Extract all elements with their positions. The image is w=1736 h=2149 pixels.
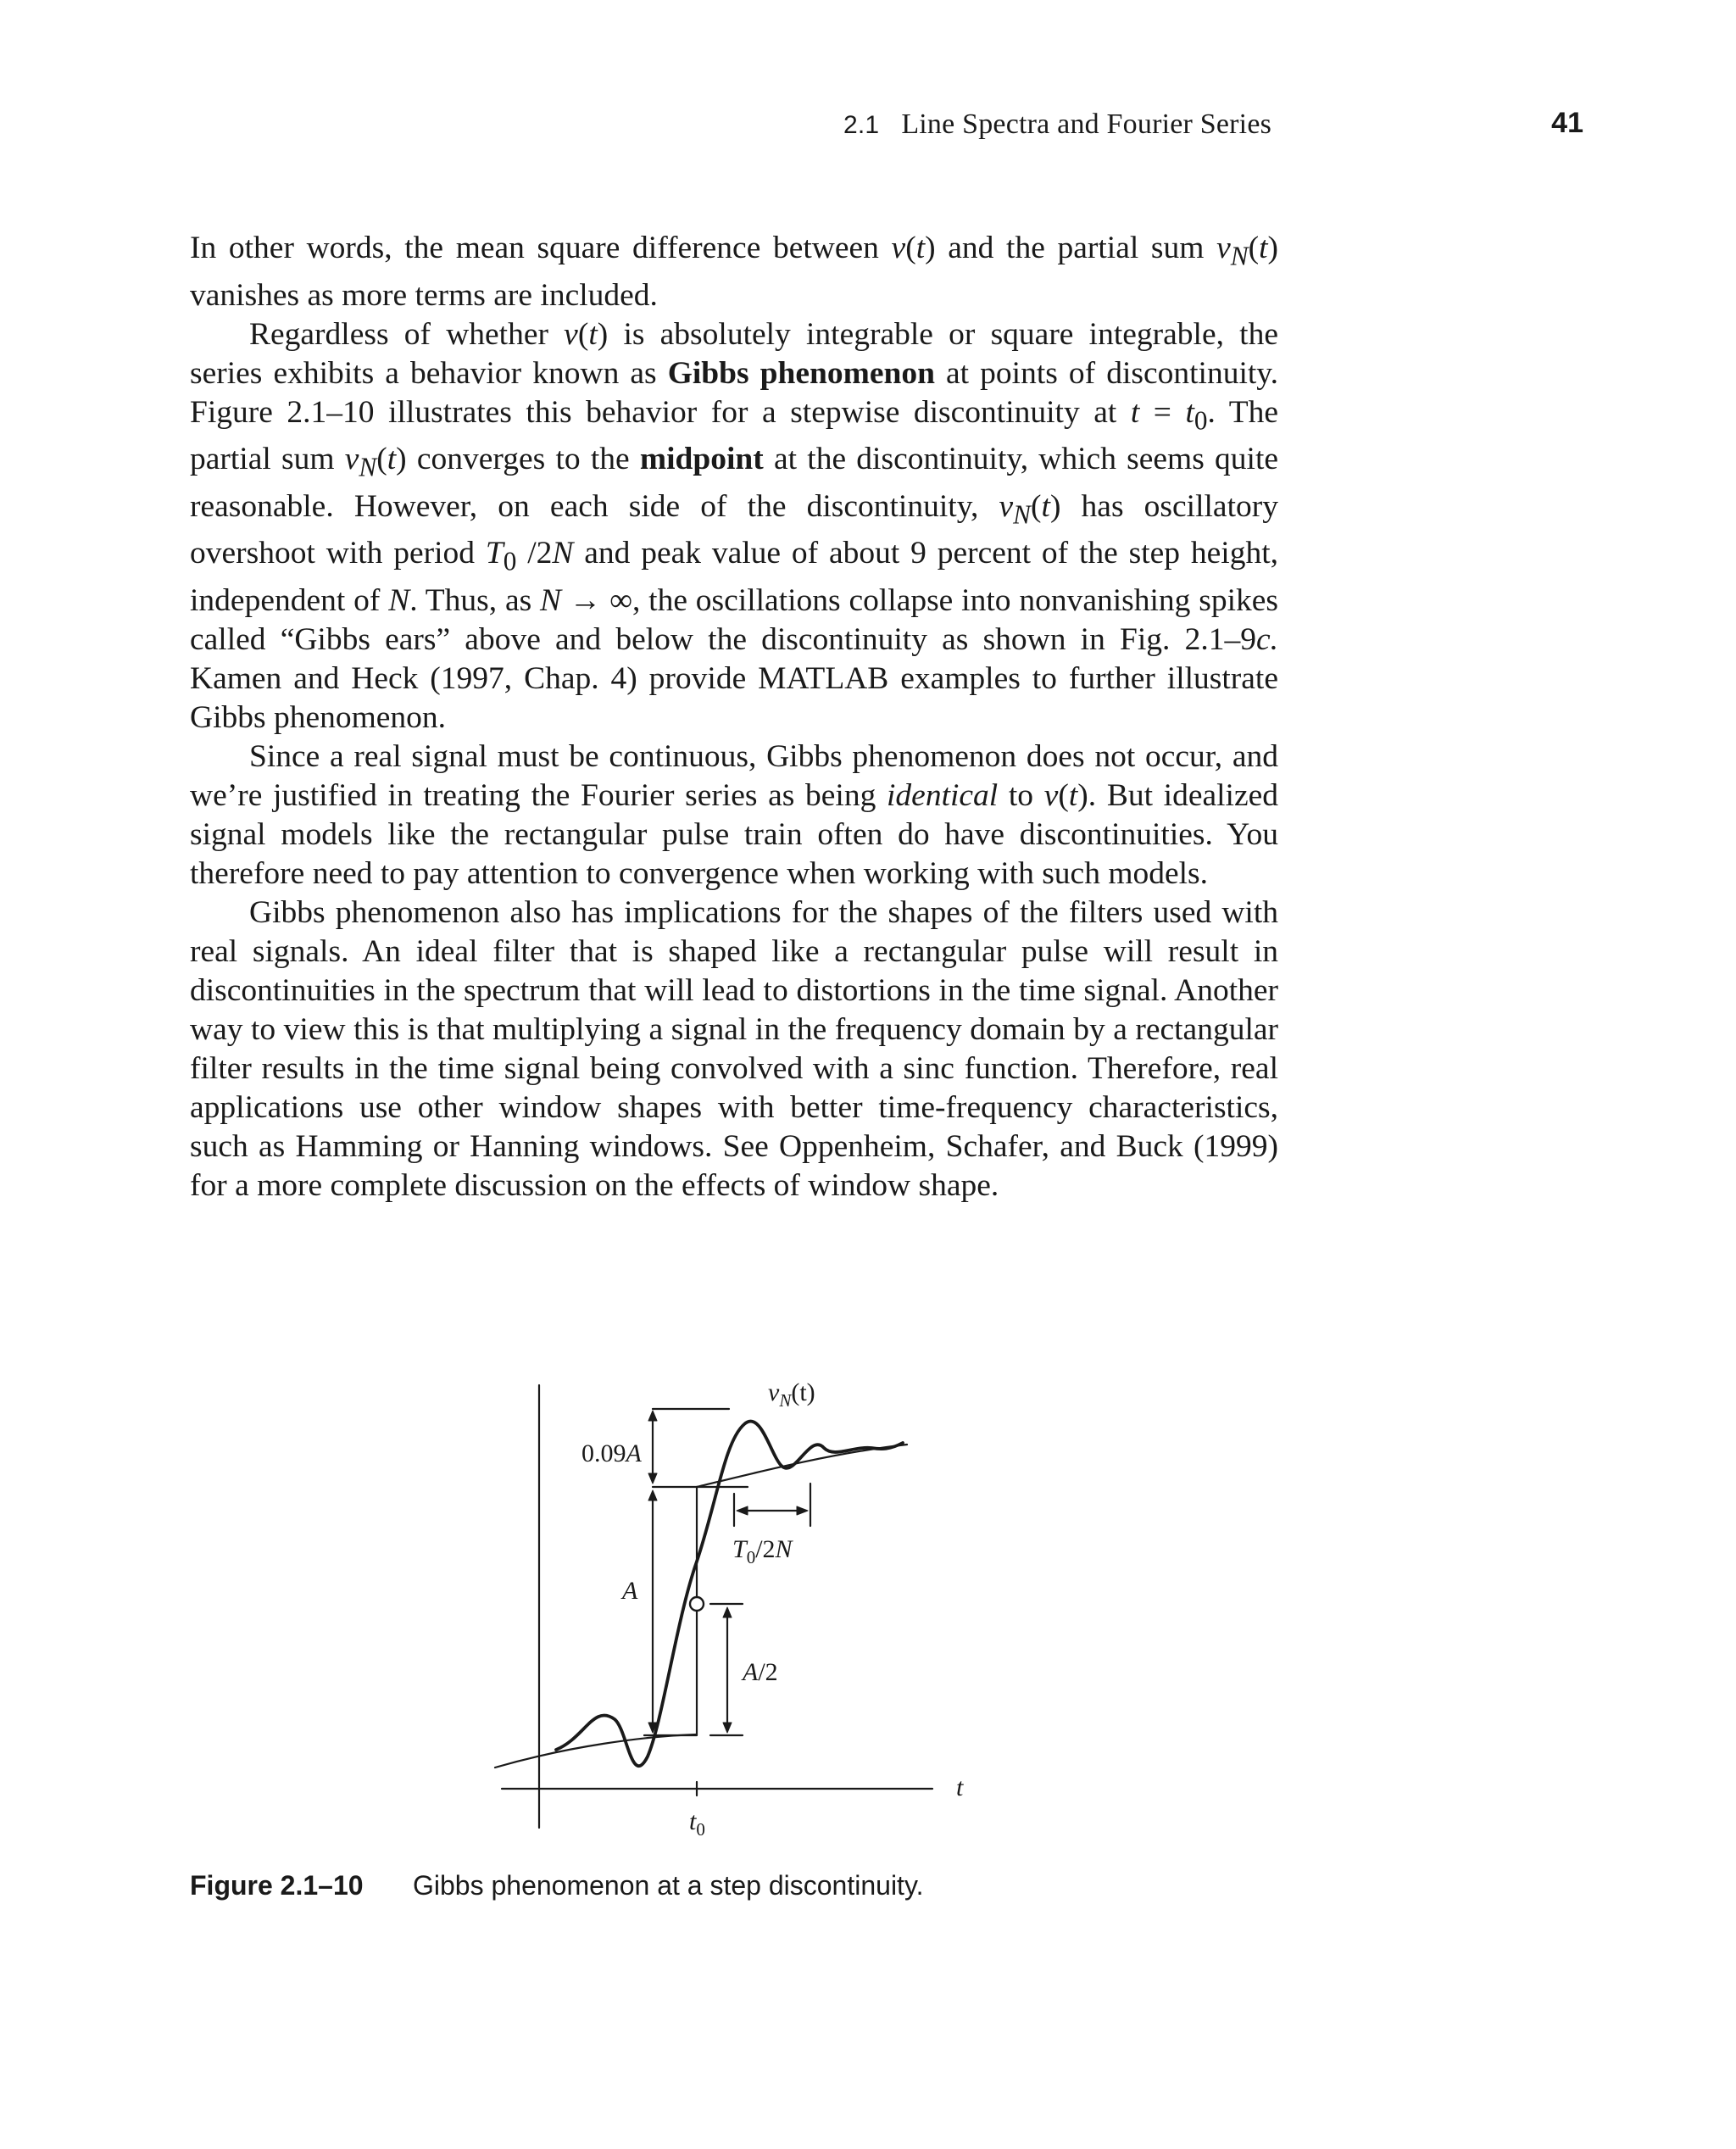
- text-run: In other words, the mean square difference between: [190, 231, 892, 265]
- half-arrow-top: [723, 1607, 732, 1617]
- section-number: 2.1: [843, 111, 880, 139]
- text-run: Since a real signal must be continuous, Gibbs phenomenon does not occur, and we’re justified in treating the Fourier series as being: [190, 738, 1278, 813]
- text-run: (: [1248, 231, 1260, 265]
- period-label: $T_0/2N$: [732, 1535, 793, 1567]
- math-v: v: [344, 442, 359, 476]
- overshoot-label: 0.09A: [581, 1439, 642, 1467]
- t-axis-label: t: [956, 1773, 964, 1801]
- math-v: v: [999, 488, 1014, 524]
- overshoot-arrow-top: [648, 1411, 657, 1421]
- text-run: /2: [516, 536, 553, 571]
- text-run: . Thus, as: [409, 582, 541, 618]
- gibbs-figure: [475, 1365, 1000, 1857]
- math-t: t: [1041, 488, 1050, 524]
- term-gibbs-phenomenon: Gibbs phenomenon: [667, 355, 935, 391]
- figure-ref-c: c.: [1255, 621, 1278, 657]
- text-run: Kamen and Heck (1997, Chap. 4) provide MATLAB examples to further illustrate Gibbs phenomenon.: [190, 660, 1278, 735]
- text-run: (: [577, 316, 589, 352]
- overshoot-arrow-bottom: [648, 1473, 657, 1484]
- text-run: ) converges to the: [396, 442, 640, 476]
- partial-sum-curve: [556, 1422, 903, 1767]
- math-t-period: T: [485, 536, 504, 571]
- gibbs-diagram: [475, 1365, 1000, 1857]
- text-run: → ∞, the oscillations collapse into nonvanishing spikes called “Gibbs ears” above and below the discontinuity as shown in Fig. 2.1–9: [190, 582, 1278, 657]
- signal-curve-lower: [495, 1734, 697, 1768]
- text-run: ) has oscillatory overshoot with period: [190, 488, 1278, 571]
- text-run: and peak value of about 9 percent of the step height, independent of: [190, 536, 1278, 618]
- text-run: =: [1139, 394, 1186, 430]
- figure-caption: [190, 1870, 923, 1901]
- text-run: (: [905, 231, 916, 265]
- amplitude-arrow-top: [648, 1490, 657, 1500]
- text-run: ) is absolutely integrable or square integrable, the series exhibits a behavior known as: [190, 316, 1278, 391]
- curve-label: $v_N(t)$: [768, 1378, 815, 1411]
- text-run: ) vanishes as more terms are included.: [190, 231, 1278, 313]
- math-t: t: [1259, 231, 1268, 265]
- body-text: [190, 229, 1278, 1205]
- math-n: N: [388, 582, 410, 618]
- caption-text: Gibbs phenomenon at a step discontinuity.: [413, 1870, 924, 1901]
- half-label: A/2: [743, 1658, 778, 1686]
- section-title: Line Spectra and Fourier Series: [901, 109, 1272, 140]
- paragraph-3: [190, 738, 1278, 894]
- math-n: N: [1013, 499, 1032, 529]
- math-n: N: [359, 452, 377, 482]
- text-run: (: [376, 442, 387, 476]
- math-n: N: [552, 536, 574, 571]
- math-t: t: [1185, 394, 1194, 430]
- text-run: ). But idealized signal models like the rectangular pulse train often do have discontinuities. You therefore need to pay attention to convergence when working with such models.: [190, 777, 1278, 891]
- emphasis-identical: identical: [887, 777, 999, 813]
- text-run: (: [1031, 488, 1042, 524]
- figure-label: Figure 2.1–10: [190, 1870, 364, 1901]
- text-run: . The partial sum: [190, 394, 1279, 476]
- math-v: v: [891, 231, 906, 265]
- math-t: t: [387, 442, 397, 476]
- text-run: at the discontinuity, which seems quite reasonable. However, on each side of the discontinuity,: [190, 442, 1279, 524]
- text-run: at points of discontinuity. Figure 2.1–10 illustrates this behavior for a stepwise discontinuity at: [190, 355, 1278, 430]
- math-v: v: [1216, 231, 1231, 265]
- text-run: to: [998, 777, 1044, 813]
- text-run: Regardless of whether: [249, 316, 565, 352]
- math-t: t: [1068, 777, 1078, 813]
- running-head: [843, 109, 1271, 141]
- math-t: t: [588, 316, 598, 352]
- math-subscript: 0: [503, 546, 517, 576]
- text-run: ) and the partial sum: [925, 231, 1217, 265]
- paragraph-4: Gibbs phenomenon also has implications for the shapes of the filters used with real signals. An ideal filter that is shaped like a rectangular pulse will result in discontinuities in the spectrum that will lead to distortions in the time signal. Another way to view this is that multiplying a signal in the frequency domain by a rectangular filter results in the time signal being convolved with a sinc function. Therefore, real applications use other window shapes with better time-frequency characteristics, such as Hamming or Hanning windows. See Oppenheim, Schafer, and Buck (1999) for a more complete discussion on the effects of window shape.: [190, 894, 1278, 1203]
- paragraph-2: [190, 315, 1278, 738]
- math-v: v: [1043, 777, 1059, 813]
- math-t: t: [1130, 394, 1140, 430]
- period-arrow-right: [797, 1506, 808, 1515]
- t0-label: $t_0$: [689, 1807, 705, 1840]
- math-v: v: [564, 316, 578, 352]
- math-t: t: [915, 231, 926, 265]
- page-number: 41: [1551, 107, 1583, 139]
- half-arrow-bottom: [723, 1723, 732, 1733]
- math-n: N: [1230, 241, 1249, 271]
- term-midpoint: midpoint: [639, 442, 764, 476]
- paragraph-1: [190, 229, 1278, 315]
- period-arrow-left: [737, 1506, 748, 1515]
- amplitude-label: A: [622, 1577, 638, 1605]
- math-subscript: 0: [1194, 405, 1208, 435]
- midpoint-marker: [690, 1597, 704, 1611]
- text-run: (: [1058, 777, 1069, 813]
- math-n: N: [540, 582, 562, 618]
